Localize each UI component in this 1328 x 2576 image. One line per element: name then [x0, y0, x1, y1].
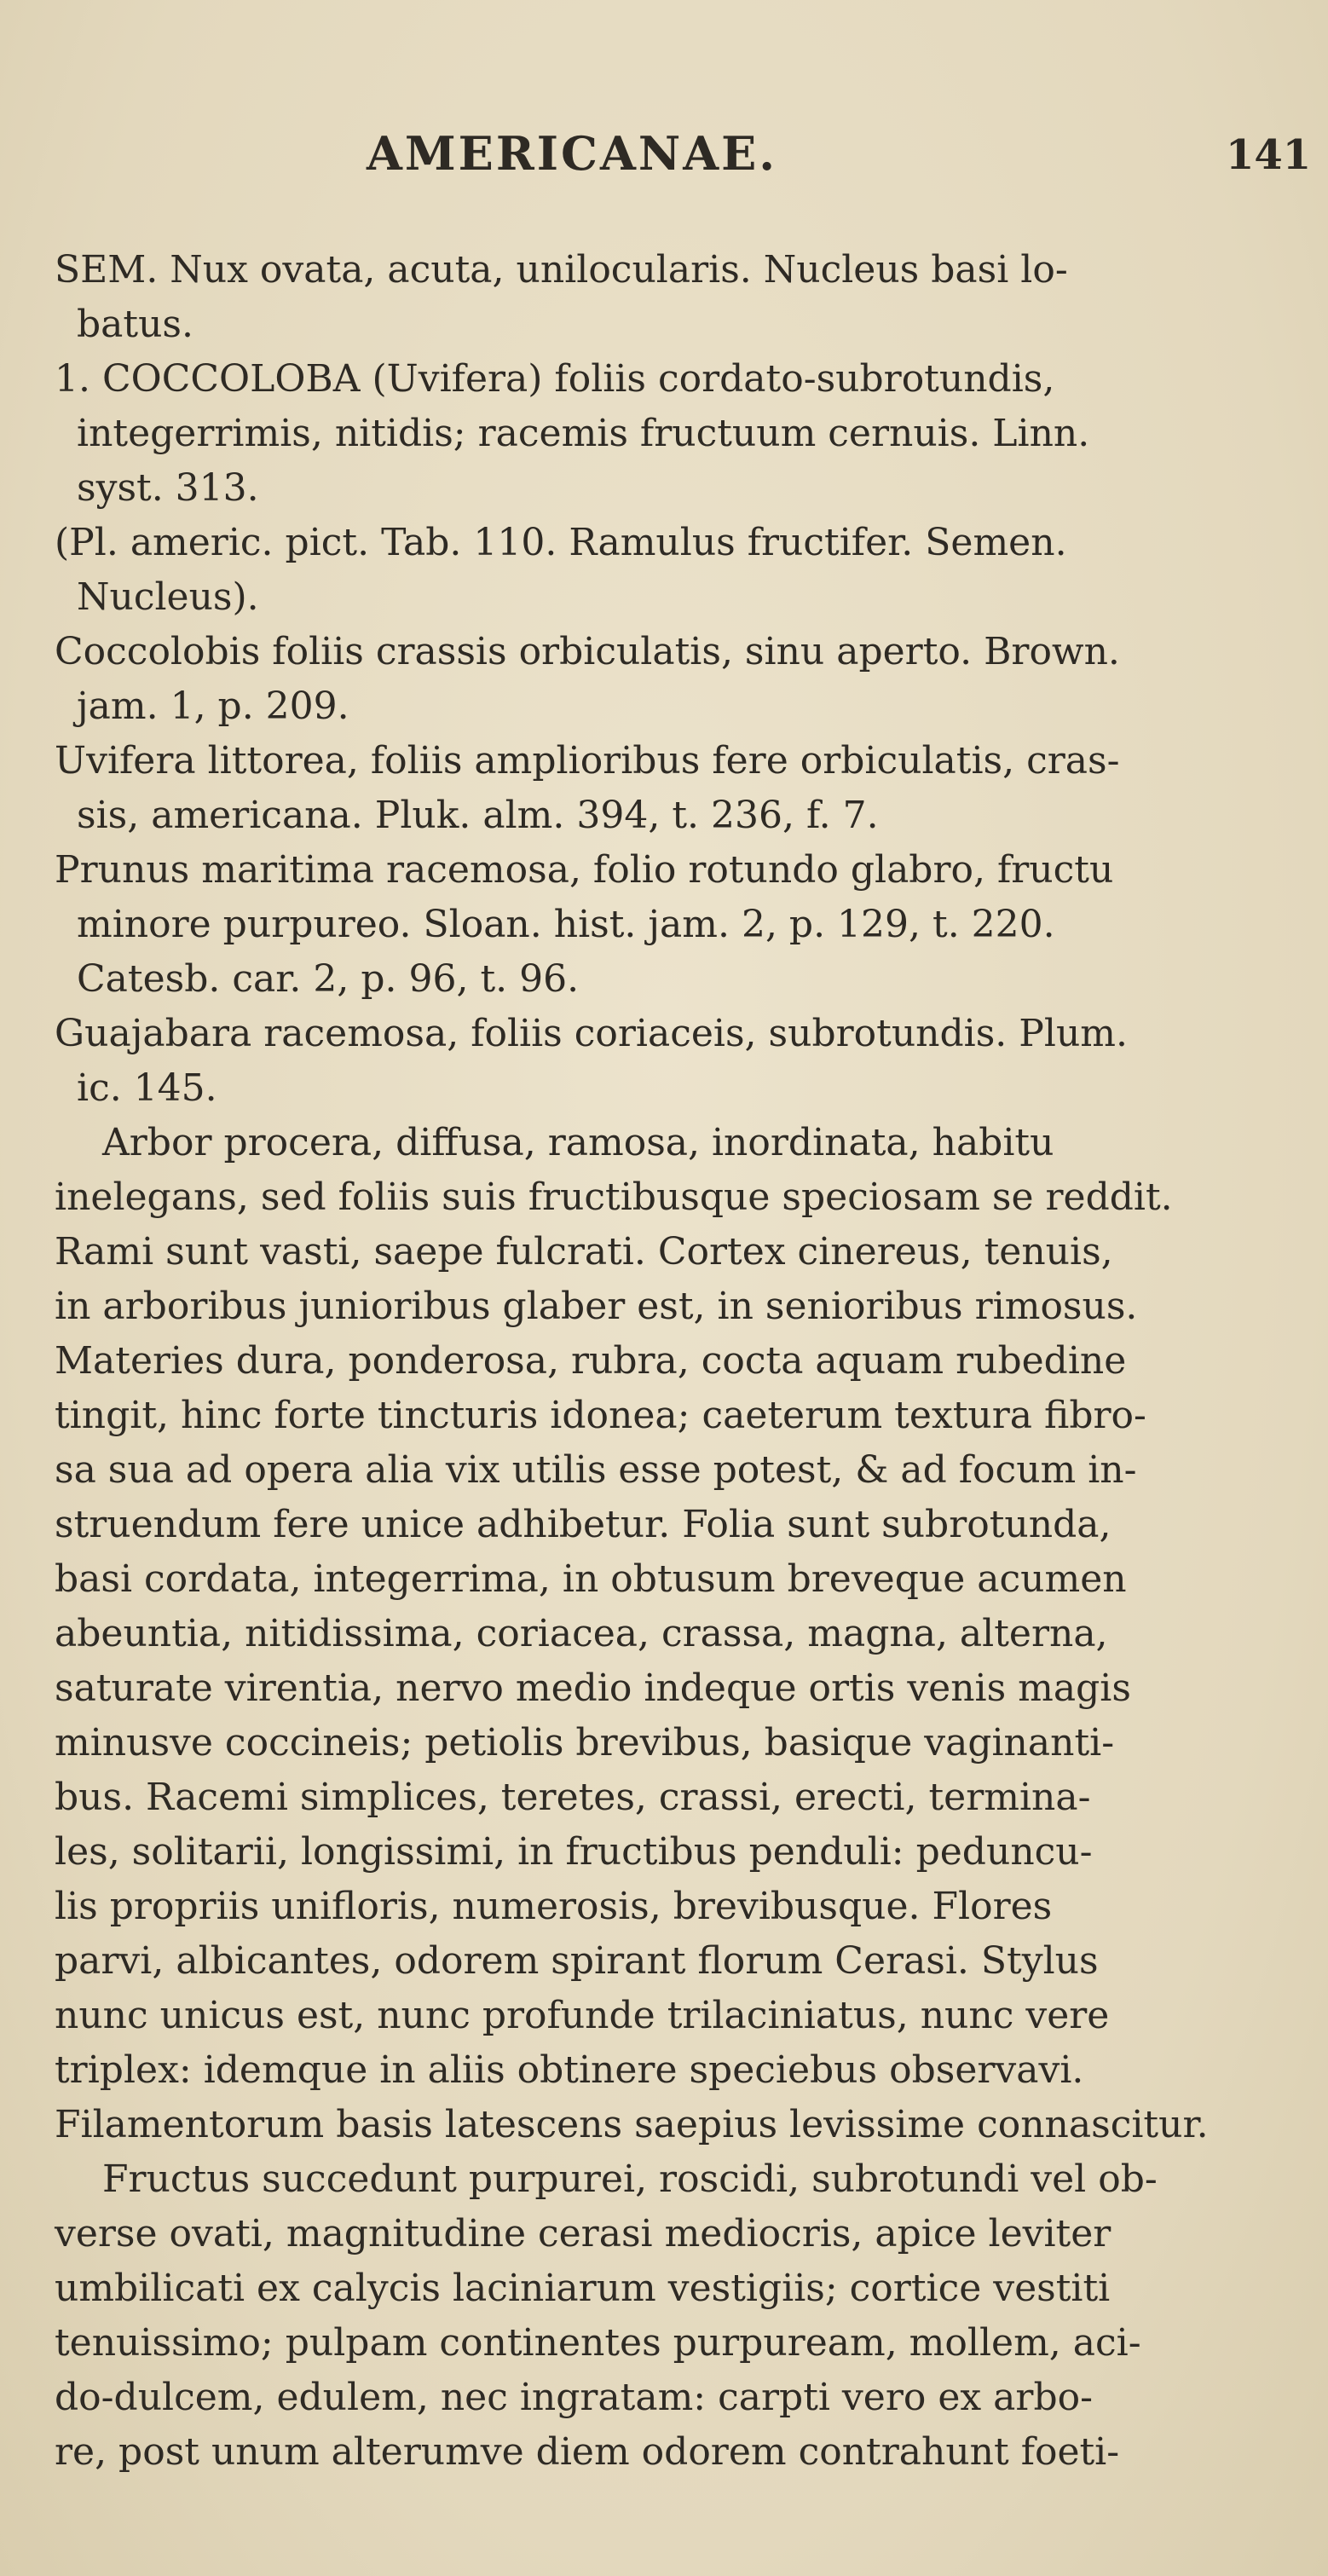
text-line: minore purpureo. Sloan. hist. jam. 2, p. 129, t. 220.	[77, 903, 1055, 946]
text-line: Materies dura, ponderosa, rubra, cocta aquam rubedine	[55, 1339, 1127, 1383]
text-line: minusve coccineis; petiolis brevibus, basique vaginanti-	[55, 1721, 1115, 1765]
text-line: saturate virentia, nervo medio indeque ortis venis magis	[55, 1666, 1131, 1710]
text-line: abeuntia, nitidissima, coriacea, crassa, magna, alterna,	[55, 1612, 1108, 1655]
text-line: tingit, hinc forte tincturis idonea; caeterum textura fibro-	[55, 1394, 1146, 1437]
text-line: triplex: idemque in aliis obtinere speciebus observavi.	[55, 2048, 1084, 2092]
text-line: ic. 145.	[77, 1066, 217, 1110]
text-line: 1. COCCOLOBA (Uvifera) foliis cordato-subrotundis,	[55, 357, 1055, 401]
text-line: syst. 313.	[77, 466, 259, 510]
text-line: tenuissimo; pulpam continentes purpuream, mollem, aci-	[55, 2321, 1141, 2365]
page-header	[0, 126, 1328, 194]
text-line: Fructus succedunt purpurei, roscidi, subrotundi vel ob-	[102, 2157, 1158, 2201]
running-title: AMERICANAE.	[367, 126, 778, 181]
text-line: verse ovati, magnitudine cerasi mediocris, apice leviter	[55, 2212, 1111, 2255]
text-line: batus.	[77, 303, 193, 346]
text-line: Nucleus).	[77, 575, 259, 619]
text-line: Rami sunt vasti, saepe fulcrati. Cortex cinereus, tenuis,	[55, 1230, 1113, 1274]
text-line: do-dulcem, edulem, nec ingratam: carpti vero ex arbo-	[55, 2376, 1093, 2419]
text-line: SEM. Nux ovata, acuta, unilocularis. Nucleus basi lo-	[55, 248, 1068, 292]
text-line: nunc unicus est, nunc profunde trilaciniatus, nunc vere	[55, 1994, 1110, 2037]
text-line: sa sua ad opera alia vix utilis esse potest, & ad focum in-	[55, 1448, 1137, 1492]
text-line: (Pl. americ. pict. Tab. 110. Ramulus fructifer. Semen.	[55, 521, 1067, 564]
text-line: parvi, albicantes, odorem spirant florum Cerasi. Stylus	[55, 1939, 1099, 1983]
text-line: Catesb. car. 2, p. 96, t. 96.	[77, 957, 580, 1001]
text-line: les, solitarii, longissimi, in fructibus penduli: peduncu-	[55, 1830, 1093, 1874]
text-line: inelegans, sed foliis suis fructibusque speciosam se reddit.	[55, 1175, 1173, 1219]
text-line: lis propriis unifloris, numerosis, brevibusque. Flores	[55, 1885, 1053, 1928]
text-line: Prunus maritima racemosa, folio rotundo glabro, fructu	[55, 848, 1114, 892]
text-line: basi cordata, integerrima, in obtusum breveque acumen	[55, 1557, 1127, 1601]
text-line: re, post unum alterumve diem odorem contrahunt foeti-	[55, 2430, 1120, 2474]
text-line: umbilicati ex calycis laciniarum vestigiis; cortice vestiti	[55, 2267, 1111, 2310]
body-text	[55, 243, 1308, 2480]
page-number: 141	[1226, 131, 1312, 179]
text-line: integerrimis, nitidis; racemis fructuum cernuis. Linn.	[77, 412, 1090, 455]
text-line: sis, americana. Pluk. alm. 394, t. 236, f. 7.	[77, 794, 879, 837]
text-line: Filamentorum basis latescens saepius levissime connascitur.	[55, 2103, 1209, 2146]
text-line: Arbor procera, diffusa, ramosa, inordinata, habitu	[102, 1121, 1054, 1164]
text-line: struendum fere unice adhibetur. Folia sunt subrotunda,	[55, 1503, 1111, 1546]
text-line: jam. 1, p. 209.	[77, 684, 349, 728]
text-line: Coccolobis foliis crassis orbiculatis, sinu aperto. Brown.	[55, 630, 1120, 673]
text-line: in arboribus junioribus glaber est, in senioribus rimosus.	[55, 1285, 1138, 1328]
text-line: Guajabara racemosa, foliis coriaceis, subrotundis. Plum.	[55, 1012, 1129, 1055]
text-line: Uvifera littorea, foliis amplioribus fere orbiculatis, cras-	[55, 739, 1120, 783]
text-line: bus. Racemi simplices, teretes, crassi, erecti, termina-	[55, 1776, 1091, 1819]
